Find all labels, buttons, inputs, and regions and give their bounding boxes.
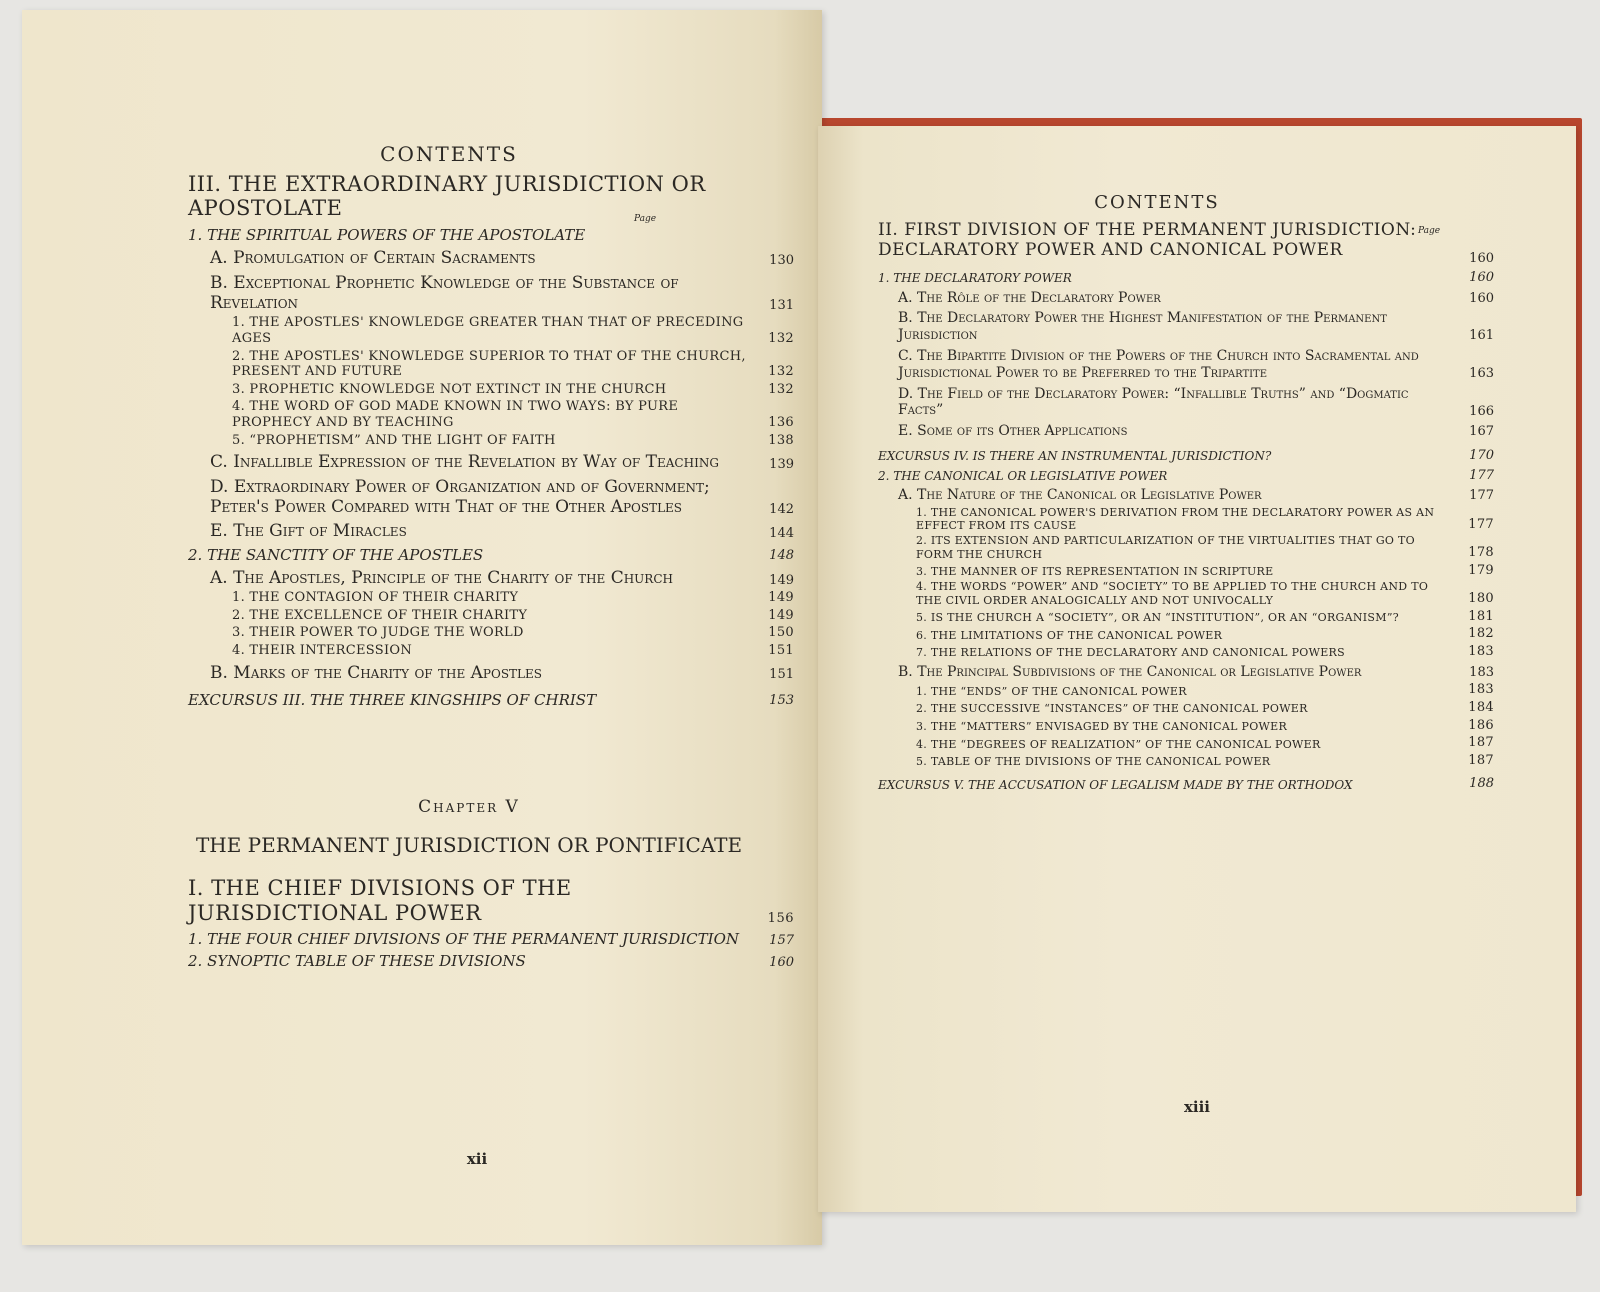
entry-title: 1. THE “ENDS” OF THE CANONICAL POWER	[916, 684, 1187, 698]
page-number: 178	[1468, 545, 1494, 561]
page-number: 183	[1468, 643, 1494, 659]
entry-title: 2. SYNOPTIC TABLE OF THESE DIVISIONS	[188, 952, 526, 971]
toc-entry	[188, 690, 794, 709]
entry-title: E. Some of its Other Applications	[898, 423, 1128, 440]
toc-entry	[878, 699, 1494, 716]
entry-title: EXCURSUS III. THE THREE KINGSHIPS OF CHRIST	[188, 690, 597, 709]
entry-title: 3. THE “MATTERS” ENVISAGED BY THE CANONICAL POWER	[916, 719, 1288, 733]
toc-entry	[878, 608, 1494, 625]
page-number: 182	[1468, 626, 1494, 642]
page-number: 148	[769, 548, 794, 564]
entry-title: 4. THE WORD OF GOD MADE KNOWN IN TWO WAYS: BY PURE PROPHECY AND BY TEACHING	[232, 399, 679, 431]
page-number: 160	[769, 954, 794, 970]
page-number: 138	[768, 432, 794, 448]
right-page	[818, 126, 1576, 1212]
toc-entry	[878, 663, 1494, 681]
part-title-row	[878, 219, 1494, 266]
toc-entry	[188, 642, 794, 659]
page-number: 136	[768, 415, 794, 431]
toc-entry	[878, 385, 1494, 420]
page-number: 177	[1469, 467, 1494, 483]
page-number: 142	[769, 501, 794, 517]
page-number: 153	[769, 693, 794, 709]
entry-title: 7. THE RELATIONS OF THE DECLARATORY AND CANONICAL POWERS	[916, 646, 1345, 660]
entry-title: 4. THE “DEGREES OF REALIZATION” OF THE CANONICAL POWER	[916, 737, 1321, 751]
toc-entry	[878, 310, 1494, 344]
toc-entry	[878, 289, 1494, 307]
entry-title: D. Extraordinary Power of Organization and of Government; Peter's Power Compared with That of the Other Apostles	[210, 476, 710, 517]
entry-title: 5. IS THE CHURCH A “SOCIETY”, OR AN “INSTITUTION”, OR AN “ORGANISM”?	[916, 611, 1399, 625]
page-number: 188	[1469, 776, 1494, 792]
entry-title: A. The Apostles, Principle of the Charity of the Church	[210, 567, 673, 588]
page-number: 181	[1468, 608, 1494, 624]
toc-entry	[188, 567, 794, 588]
entry-title: B. The Declaratory Power the Highest Manifestation of the Permanent Jurisdiction	[898, 310, 1387, 344]
entry-title: 2. THE SANCTITY OF THE APOSTLES	[188, 545, 484, 564]
toc-entry	[878, 643, 1494, 660]
page-number: 184	[1468, 699, 1494, 715]
part-title: III. THE EXTRAORDINARY JURISDICTION OR APOSTOLATE	[188, 172, 706, 221]
page-number: 160	[1469, 290, 1494, 306]
entry-title: 1. THE CANONICAL POWER'S DERIVATION FROM THE DECLARATORY POWER AS AN EFFECT FROM ITS CAUSE	[916, 506, 1435, 533]
toc-entry	[188, 625, 794, 641]
page-number: 187	[1468, 735, 1494, 751]
toc-entry	[188, 662, 794, 683]
page-number: 187	[1468, 752, 1494, 768]
toc-entry	[188, 607, 794, 624]
toc-entry	[878, 580, 1494, 607]
entry-title: EXCURSUS IV. IS THERE AN INSTRUMENTAL JURISDICTION?	[878, 449, 1272, 464]
entry-title: E. The Gift of Miracles	[210, 521, 407, 542]
entry-title: 2. THE SUCCESSIVE “INSTANCES” OF THE CANONICAL POWER	[916, 702, 1308, 716]
chapter-label: Chapter V	[418, 796, 520, 817]
page-number: 132	[768, 381, 794, 397]
page-number: 167	[1469, 424, 1494, 440]
page-number: 160	[1469, 270, 1494, 286]
toc-entry	[878, 534, 1494, 561]
page-number: 132	[768, 331, 794, 347]
entry-title: 4. THEIR INTERCESSION	[232, 642, 413, 658]
toc-entry	[188, 545, 794, 564]
toc-entry	[878, 467, 1494, 484]
page-number: 161	[1469, 328, 1494, 344]
entry-title: 2. ITS EXTENSION AND PARTICULARIZATION OF THE VIRTUALITIES THAT GO TO FORM THE CHURCH	[916, 534, 1415, 561]
toc-entry	[188, 226, 790, 244]
page-number: 179	[1468, 562, 1494, 578]
page-number: 149	[768, 607, 794, 623]
entry-title: A. The Rôle of the Declaratory Power	[898, 289, 1161, 306]
entry-title: D. The Field of the Declaratory Power: “Infallible Truths” and “Dogmatic Facts”	[898, 385, 1409, 419]
toc-entry	[188, 476, 794, 518]
toc-entry	[188, 432, 794, 449]
page-number: 163	[1469, 366, 1494, 382]
toc-entry	[878, 270, 1494, 286]
part-title: II. FIRST DIVISION OF THE PERMANENT JURISDICTION: DECLARATORY POWER AND CANONICAL POWER	[878, 220, 1417, 260]
toc-entry	[878, 735, 1494, 751]
entry-title: 2. THE EXCELLENCE OF THEIR CHARITY	[232, 607, 528, 623]
toc-entry	[188, 272, 794, 314]
toc-entry	[188, 248, 794, 269]
entry-title: A. Promulgation of Certain Sacraments	[210, 248, 536, 269]
entry-title: 2. THE CANONICAL OR LEGISLATIVE POWER	[878, 468, 1168, 483]
page-number: 149	[769, 572, 794, 588]
page-number: 150	[768, 625, 794, 641]
entry-title: EXCURSUS V. THE ACCUSATION OF LEGALISM MADE BY THE ORTHODOX	[878, 777, 1353, 792]
toc-entry	[188, 399, 794, 431]
toc-entry	[878, 506, 1494, 533]
toc-entry	[188, 521, 794, 542]
toc-entry	[188, 875, 794, 926]
page-number: 144	[769, 526, 794, 542]
entry-title: 2. THE APOSTLES' KNOWLEDGE SUPERIOR TO THAT OF THE CHURCH, PRESENT AND FUTURE	[232, 348, 746, 380]
toc-entry	[188, 930, 794, 949]
entry-title: 1. THE FOUR CHIEF DIVISIONS OF THE PERMANENT JURISDICTION	[188, 930, 739, 949]
chapter-title: THE PERMANENT JURISDICTION OR PONTIFICATE	[195, 832, 743, 857]
page-number: 151	[768, 642, 794, 658]
entry-title: 1. THE SPIRITUAL POWERS OF THE APOSTOLATE	[188, 226, 586, 245]
chapter-toc-list	[188, 875, 794, 971]
entry-title: B. Marks of the Charity of the Apostles	[210, 662, 543, 683]
toc-entry	[878, 717, 1494, 734]
page-number: 156	[767, 910, 794, 926]
toc-entry	[878, 626, 1494, 642]
running-head: CONTENTS	[380, 142, 518, 166]
entry-title: C. Infallible Expression of the Revelation by Way of Teaching	[210, 452, 719, 473]
page-number: 180	[1468, 591, 1494, 607]
toc-entry	[188, 381, 794, 398]
toc-entry	[188, 452, 794, 473]
entry-title: 3. PROPHETIC KNOWLEDGE NOT EXTINCT IN THE CHURCH	[232, 381, 667, 397]
page-column-label: Page	[634, 214, 657, 224]
page-number: 130	[769, 253, 794, 269]
entry-title: C. The Bipartite Division of the Powers of the Church into Sacramental and Jurisdictional Power to be Preferred to the Tripartite	[898, 348, 1419, 381]
entry-title: 1. THE APOSTLES' KNOWLEDGE GREATER THAN THAT OF PRECEDING AGES	[232, 315, 744, 347]
entry-title: B. Exceptional Prophetic Knowledge of the Substance of Revelation	[210, 272, 679, 314]
entry-title: 3. THE MANNER OF ITS REPRESENTATION IN SCRIPTURE	[916, 565, 1274, 579]
entry-title: 6. THE LIMITATIONS OF THE CANONICAL POWER	[916, 628, 1223, 642]
toc-entry	[878, 348, 1494, 382]
toc-entry	[878, 487, 1494, 504]
folio: xiii	[1183, 1098, 1211, 1116]
left-page	[22, 10, 822, 1245]
toc-entry	[878, 423, 1494, 440]
toc-entry	[188, 952, 794, 971]
entry-title: A. The Nature of the Canonical or Legislative Power	[898, 487, 1262, 504]
entry-title: 5. TABLE OF THE DIVISIONS OF THE CANONICAL POWER	[916, 755, 1271, 769]
toc-list	[188, 226, 794, 709]
toc-entry	[878, 752, 1494, 769]
entry-title: 1. THE DECLARATORY POWER	[878, 271, 1072, 286]
toc-entry	[878, 776, 1494, 792]
folio: xii	[466, 1150, 488, 1168]
page-number: 177	[1469, 488, 1494, 504]
toc-entry	[188, 590, 794, 606]
page-number: 160	[1469, 250, 1494, 266]
entry-title: 1. THE CONTAGION OF THEIR CHARITY	[232, 590, 519, 606]
toc-entry	[878, 448, 1494, 464]
page-number: 151	[769, 667, 794, 683]
page-number: 132	[768, 364, 794, 380]
entry-title: 3. THEIR POWER TO JUDGE THE WORLD	[232, 625, 524, 641]
page-number: 157	[769, 932, 794, 948]
page-number: 139	[769, 457, 794, 472]
page-number: 131	[769, 297, 794, 313]
page-number: 183	[1469, 664, 1494, 680]
page-number: 177	[1468, 516, 1494, 532]
entry-title: 5. “PROPHETISM” AND THE LIGHT OF FAITH	[232, 432, 556, 448]
page-number: 170	[1469, 448, 1494, 464]
toc-entry	[188, 348, 794, 380]
running-head: CONTENTS	[1094, 192, 1220, 213]
page-number: 183	[1468, 682, 1494, 698]
entry-title: B. The Principal Subdivisions of the Canonical or Legislative Power	[898, 663, 1362, 680]
page-number: 186	[1468, 717, 1494, 733]
page-column-label: Page	[1418, 226, 1441, 236]
page-number: 149	[768, 590, 794, 606]
entry-title: 4. THE WORDS “POWER” AND “SOCIETY” TO BE APPLIED TO THE CHURCH AND TO THE CIVIL ORDER ANALOGICALLY AND NOT UNIVOCALLY	[916, 580, 1429, 607]
toc-list	[878, 270, 1494, 792]
toc-entry	[878, 682, 1494, 698]
toc-entry	[878, 562, 1494, 579]
page-number: 166	[1469, 403, 1494, 419]
toc-entry	[188, 315, 794, 347]
entry-title: I. THE CHIEF DIVISIONS OF THE JURISDICTIONAL POWER	[188, 875, 572, 926]
